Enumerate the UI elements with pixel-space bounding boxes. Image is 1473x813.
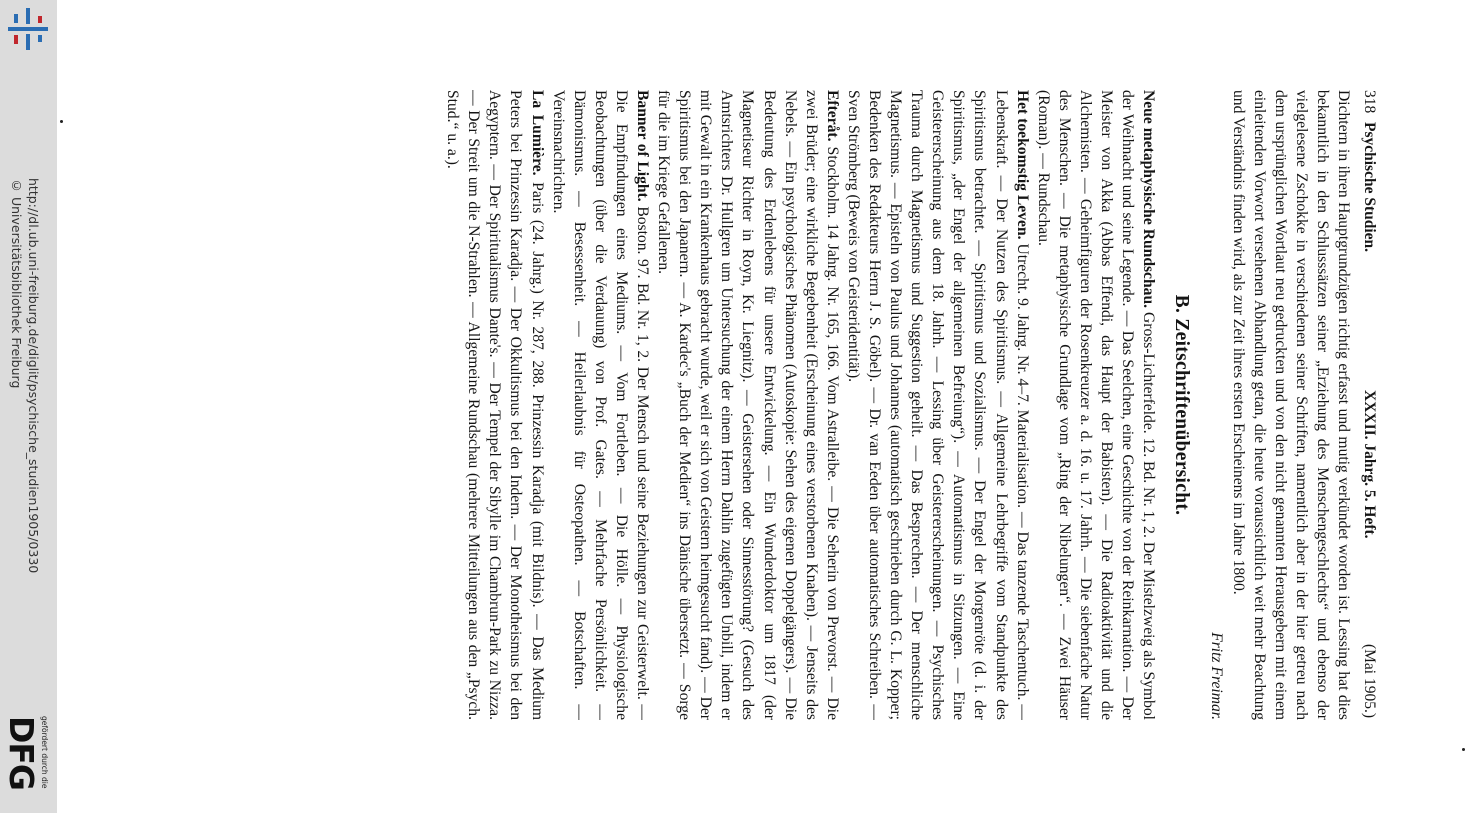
section-heading: B. Zeitschriftenübersicht. — [1171, 294, 1193, 516]
entry-title: Banner of Light. — [634, 90, 651, 202]
issue-date: (Mai 1905.) — [1361, 643, 1378, 718]
volume-issue: XXXII. Jahrg. 5. Heft. — [1361, 390, 1378, 539]
entry-title: Neue metaphysische Rundschau. — [1140, 90, 1158, 309]
journal-entry — [442, 90, 547, 720]
journal-entry — [548, 90, 653, 720]
dfg-logo-icon: DFG — [2, 716, 41, 791]
copyright-notice: © Universitätsbibliothek Freiburg — [9, 178, 24, 389]
entry-text: Gross-Lichterfelde. 12. Bd. Nr. 1, 2. Der Mistelzweig als Symbol der Weihnacht und seine Legende. — Das Seelchen, eine Geschichte von der Reinkarnation. — Der Meister von Akka (Abbas Effendi, das Haupt der Babisten). — Die Radioaktivität und die Alchemisten. — Geheimfiguren der Rosenkreuzer a. d. 16. u. 17. Jahrh. — Die siebenfache Natur des Menschen. — Die metaphysische Grundlage vom „Ring der Nibelungen“. — Zwei Häuser (Roman). — Rundschau. — [1034, 90, 1158, 720]
page-content — [185, 90, 1380, 720]
entry-text: Paris (24. Jahrg.) Nr. 287, 288. Prinzessin Karadja (mit Bildnis). — Das Medium Peters bei Prinzessin Karadja. — Der Okkultismus bei den Indern. — Der Monotheismus bei den Aegyptern. — Der Spiritualismus Dante's. — Der Tempel der Sibylle im Chambrun-Park zu Nizza. — Der Streit um die N-Strahlen. — Allgemeine Rundschau (mehrere Mitteilungen aus den „Psych. Stud.“ u. a.). — [444, 90, 546, 720]
entry-text: Boston. 97. Bd. Nr. 1, 2. Der Mensch und seine Beziehungen zur Geisterwelt. — Die Empfindungen eines Mediums. — Vom Fortleben. — Die Hölle. — Physiologische Beobachtungen (über die Verdauung) von Prof. Gates. — Mehrfache Persönlichkeit. — Dämonismus. — Besessenheit. — Heilerlaubnis für Osteopathen. — Botschaften. — Vereinsnachrichten. — [549, 90, 651, 720]
journal-title: Psychische Studien. — [1361, 122, 1378, 253]
author-signature: Fritz Freimar. — [1208, 632, 1226, 720]
entry-title: Het toekomstig Leven. — [1013, 90, 1031, 240]
viewer-sidebar — [0, 0, 57, 813]
journal-entry — [1033, 90, 1160, 720]
entry-text: Stockholm. 14 Jahrg. Nr. 165, 166. Vom Astralleibe. — Die Seherin von Prevorst. — Die zwei Brüder; eine wirkliche Begebenheit (Erscheinung eines verstorbenen Knaben). — Jenseits des Nebels. — Ein psychologisches Phänomen (Autoskopie: Sehen des eigenen Doppelgängers). — Die Bedeutung des Erdenlebens für unsere Entwickelung. — Ein Wunderdoktor um 1817 (der Magnetiseur Richter in Royn, Kr. Liegnitz). — Geistersehen oder Sinnesstörung? (Gesuch des Amtsrichters Dr. Hullgren um Untersuchung der einem Herrn Dahlin zugefügten Unbill, indem er mit Gewalt in ein Krankenhaus gebracht wurde, weil er sich von Geistern heimgesucht fand). — Der Spiritismus bei den Japanern. — A. Kardec's „Buch der Medien“ ins Dänische übersetzt. — Sorge für die im Kriege Gefallenen. — [655, 90, 841, 720]
intro-paragraph: Dichtern in ihren Hauptgrundzügen richtig erfasst und mutig verkündet worden ist. Lessing hat dies bekanntlich in den Schlusssätzen seiner „Erziehung des Menschengeschlechts“ und ebenso der vielgelesene Zschokke in verschiedenen seiner Schriften, namentlich aber in der hier getreu nach dem ursprünglichen Wortlaut neu gedruckten und von den nicht genannten Herausgebern mit einem einleitenden Vorwort versehenen Abhandlung getan, die heute voraussichtlich weit mehr Beachtung und Verständnis finden wird, als zur Zeit ihres ersten Erscheinens im Jahre 1800. — [1229, 90, 1352, 720]
running-header — [1358, 90, 1380, 720]
entry-title: La Lumière. — [528, 90, 546, 176]
entry-text: Utrecht. 9. Jahrg. Nr. 4–7. Materialisation. — Das tanzende Taschentuch. — Lebenskraft. — Der Nutzen des Spiritismus. — Allgemeine Lehrbegriffe vom Standpunkte des Spiritismus betrachtet. — Spiritismus und Sozialismus. — Der Engel der Morgenröte (d. i. der Spiritismus, „der Engel der allgemeinen Befreiung“). — Automatismus in Sitzungen. — Eine Geistererscheinung aus dem 18. Jahrh. — Lessing über Geistererscheinungen. — Psychisches Trauma durch Magnetismus und Suggestion geheilt. — Das Besprechen. — Der menschliche Magnetismus. — Episteln von Paulus und Johannes (automatisch geschrieben durch G. L. Kopper; Bedenken des Redakteurs Herrn J. S. Göbel). — Dr. van Eeden über automatisches Schreiben. — Sven Strömberg (Beweis von Geisteridentität). — [844, 90, 1031, 720]
journal-entry — [653, 90, 843, 720]
scan-speck — [1462, 748, 1465, 751]
page-number: 318 — [1361, 90, 1378, 114]
scanned-page — [185, 90, 1380, 720]
source-info — [6, 178, 42, 618]
dfg-funder-logo — [2, 716, 56, 810]
journal-entry — [843, 90, 1033, 720]
university-library-logo-icon — [4, 6, 52, 52]
source-url[interactable]: http://dl.ub.uni-freiburg.de/diglit/psychische_studien1905/0330 — [26, 178, 41, 574]
entry-title: Efteråt. — [823, 90, 841, 142]
funder-caption: gefördert durch die — [40, 716, 49, 789]
scan-speck — [60, 120, 63, 123]
